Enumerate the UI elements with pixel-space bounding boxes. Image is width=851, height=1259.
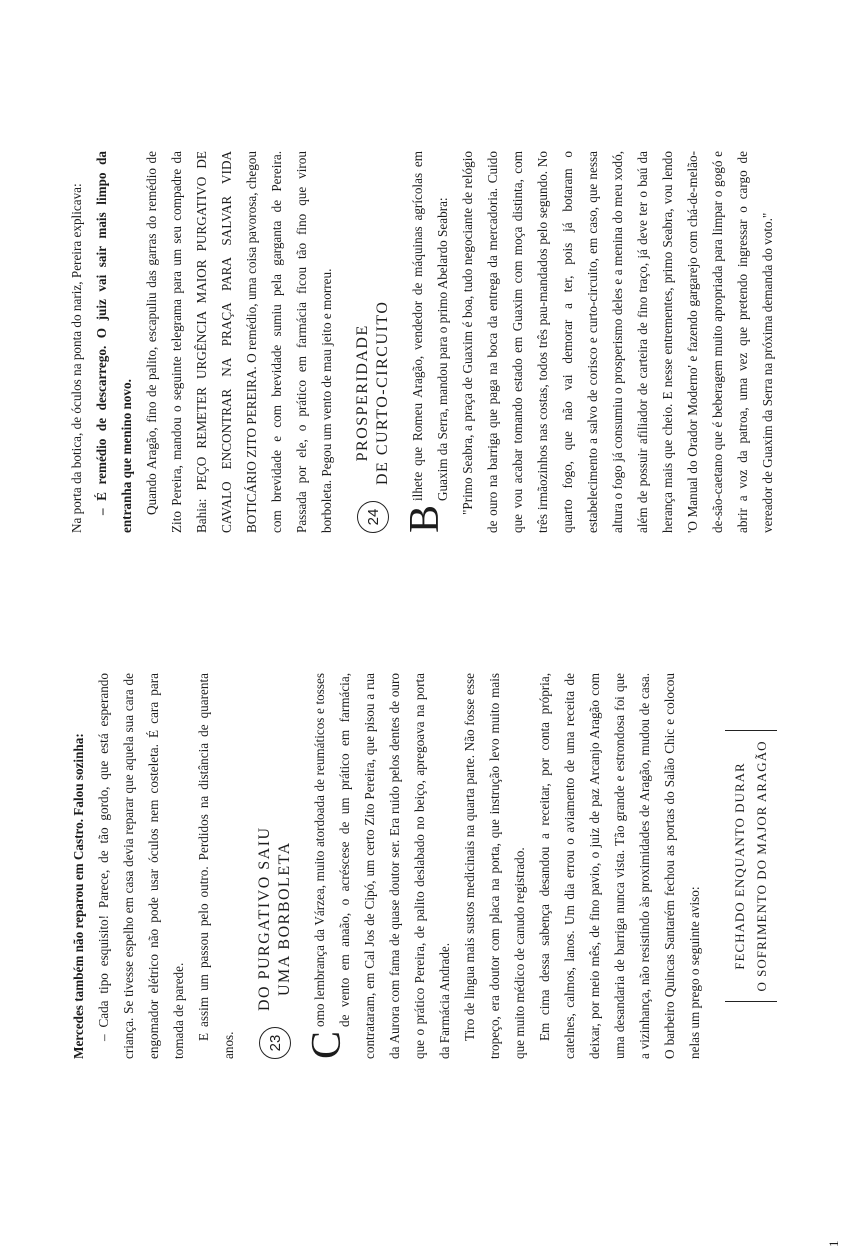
right-page — [0, 0, 851, 629]
chapter-title-line: PROSPERIDADE — [354, 324, 371, 462]
intro-paragraph: Quando Aragão, fino de palito, escapuliu das garras do remédio de Zito Pereira, mandou o seguinte telegrama para um seu compadre da Bahia: PEÇO REMETER URGÊNCIA MAIOR PURGATIVO DE CAVALO ENCONTRAR NA PRAÇA PARA SALVAR VIDA BOTICÁRIO ZITO PEREIRA. O remédio, uma coisa pavorosa, chegou com brevidade e com brevidade sumiu pela garganta de Pereira. Passada por ele, o prático em farmácia ficou tão fino que virou borboleta. Pegou um vento de mau jeito e morreu. — [144, 151, 334, 533]
intro-paragraph: Mercedes também não reparou em Castro. Falou sozinha: — [71, 733, 86, 1059]
intro-paragraph: – É remédio de descarrego. O juiz vai sair mais limpo da entranha que menino novo. — [94, 151, 134, 533]
chapter-title-line: DE CURTO-CIRCUITO — [374, 300, 391, 485]
chapter-title — [353, 301, 393, 485]
chapter-title — [255, 826, 295, 1011]
chapter-title-line: UMA BORBOLETA — [276, 841, 293, 997]
body-paragraph: "Primo Seabra, a praça de Guaxim é boa, tudo negociante de relógio de ouro na barriga que paga na boca da entrega da mercadoria. Cuido que vou acabar tomando estado em Guaxim com moça distinta, com três irmãozinhos nas costas, todos três pau-mandados pelo segundo. No quarto fogo, que não vai demorar a ter, pois já botaram o estabelecimento a salvo de corisco e curto-circuito, em caso, que nessa altura o fogo já consumiu o prosperismo deles e a menina do meu xodó, além de possuir afiliador de carteira de fino traço, já deve ter o baú da herança mais que cheio. E nesse entrementes, primo Seabra, vou lendo 'O Manual do Orador Moderno' e fazendo gargarejo com chá-de-melão-de-são-caetano que é beberagem muito apropriada para limpar o gogó e abrir a voz da patroa, uma vez que pretendo ingressar o cargo de vereador de Guaxim da Serra na próxima demanda do voto." — [460, 151, 775, 533]
first-paragraph-text: omo lembrança da Várzea, muito atordoada de reumáticos e tosses de vento em anaão, o acréscese de um prático em farmácia, contrataram, em Cal Jos de Cipó, um certo Zito Pereira, que pisou a rua da Aurora com fama de quase doutor ser. Era ruido pelos dentes de ouro que o prático Pereira, de palito deslabado no beiço, apregoava na porta da Farmácia Andrade. — [312, 673, 452, 1059]
right-text-column — [64, 151, 780, 533]
chapter-number-badge: 24 — [357, 501, 389, 533]
body-paragraph: Tiro de lingua mais sustos medicinais na quarta parte. Não fosse esse tropeço, era doutor com placa na porta, que instrução levo muito mais que muito médico de canudo registrado. — [462, 673, 527, 1059]
notice-box — [725, 730, 777, 1002]
intro-paragraph: – Cada tipo esquisito! Parece, de tão gordo, que está esperando criança. Se tivesse espelho em casa devia reparar que aquela sua cara de engomador elétrico não pode usar óculos nem costeleta. É cara para tomada de parede. — [96, 673, 186, 1059]
chapter-first-paragraph — [304, 673, 457, 1059]
left-page — [0, 629, 851, 1259]
body-paragraph: Em cima dessa sabença desandou a receitar, por conta própria, catelnes, calmos, lanos. Um dia errou o aviamento de uma receita de deixar, por meio mês, de fino pavio, o juiz de paz Arcanjo Aragão com uma desandaria de barriga nunca vista. Tão grande e estrondosa foi que a vizinhança, não resistindo às proximidades de Aragão, mudou de casa. O barbeiro Quincas Santarém fechou as portas do Salão Chic e colocou nelas um prego o seguinte aviso: — [537, 673, 702, 1059]
page-number: 1 — [826, 1240, 841, 1247]
chapter-header-24 — [353, 151, 393, 533]
chapter-title-line: DO PURGATIVO SAIU — [256, 826, 273, 1011]
first-paragraph-text: ilhete que Romeu Aragão, vendedor de máquinas agrícolas em Guaxim da Serra, mandou para o primo Abelardo Seabra: — [410, 151, 450, 501]
notice-line: O SOFRIMENTO DO MAJOR ARAGÃO — [754, 740, 769, 992]
left-text-column — [66, 673, 777, 1059]
chapter-first-paragraph — [402, 151, 455, 533]
chapter-header-23 — [255, 673, 295, 1059]
drop-cap: B — [402, 504, 448, 533]
chapter-number-badge: 23 — [259, 1027, 291, 1059]
drop-cap: C — [304, 1030, 350, 1059]
intro-paragraph: Na porta da botica, de óculos na ponta do nariz, Pereira explicava: — [69, 183, 84, 533]
notice-line: FECHADO ENQUANTO DURAR — [732, 762, 747, 970]
intro-paragraph: E assim um passou pelo outro. Perdidos na distância de quarenta anos. — [196, 673, 236, 1059]
